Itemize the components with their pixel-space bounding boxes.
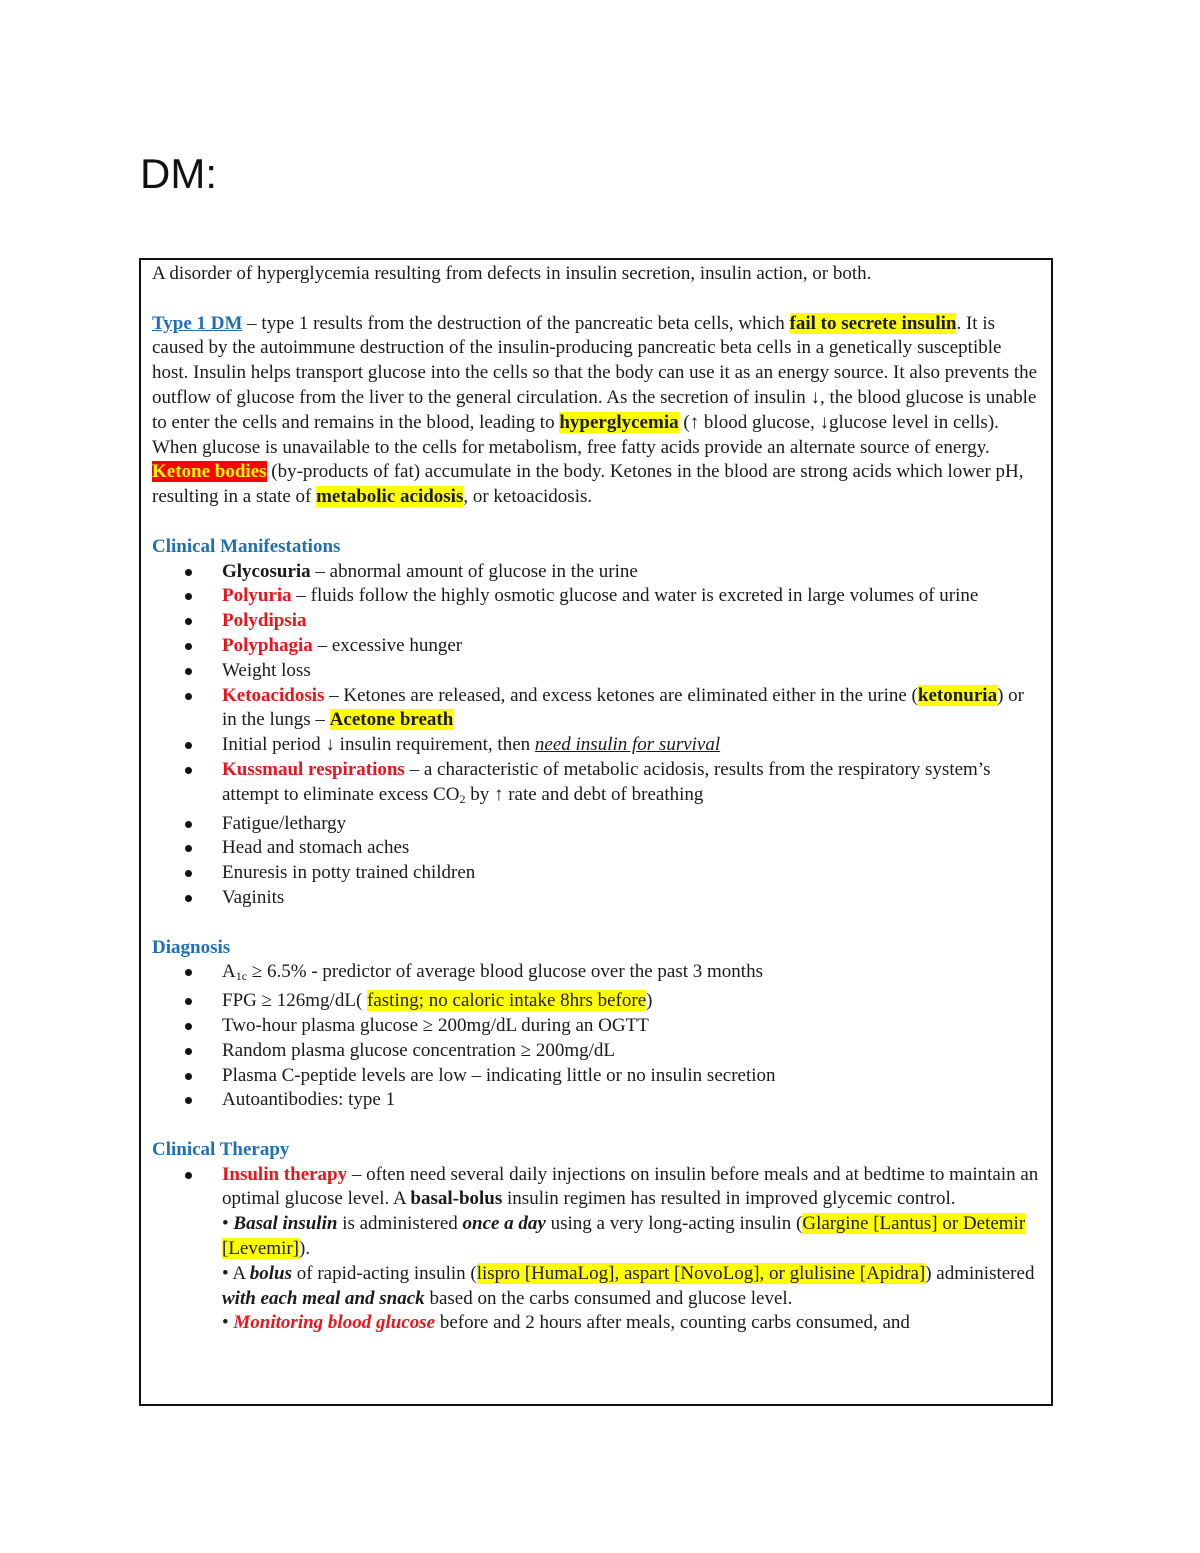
item-desc: Initial period ↓ insulin requirement, then	[222, 734, 535, 756]
content-inner	[152, 260, 1042, 1336]
item-desc: ≥ 6.5% - predictor of average blood glucose over the past 3 months	[247, 961, 763, 983]
type1-text-4: (by-products of fat) accumulate in the body. Ketones in the blood are strong acids which lower pH, resulting in a state of	[152, 461, 1024, 508]
page-title: DM:	[140, 150, 217, 197]
item-desc: – often need several daily injections on insulin before meals and at bedtime to maintain an optimal glucose level. A	[222, 1163, 1039, 1210]
type1-highlight-ketone-bodies: Ketone bodies	[152, 461, 267, 483]
highlight-glargine: Glargine [Lantus] or Detemir [Levemir]	[222, 1213, 1026, 1260]
item-desc: insulin regimen has resulted in improved glycemic control.	[502, 1188, 956, 1210]
bold-basal-bolus: basal-bolus	[410, 1188, 503, 1210]
type1-highlight-hyperglycemia: hyperglycemia	[559, 411, 679, 433]
item-desc: based on the carbs consumed and glucose level.	[424, 1287, 793, 1309]
item-desc: – excessive hunger	[312, 634, 463, 656]
list-item: Weight loss	[222, 659, 1042, 684]
emphasis-need-insulin: need insulin for survival	[534, 734, 721, 756]
bold-italic-once-a-day: once a day	[462, 1213, 546, 1235]
item-desc: ) administered	[925, 1262, 1035, 1284]
item-desc: ).	[299, 1238, 311, 1260]
item-desc: – a characteristic of metabolic acidosis, results from the respiratory system’s attempt to eliminate excess CO	[222, 758, 991, 805]
list-item	[222, 733, 1042, 758]
list-item: Random plasma glucose concentration ≥ 200mg/dL	[222, 1039, 1042, 1064]
item-desc: • A	[222, 1262, 250, 1284]
list-item: Autoantibodies: type 1	[222, 1088, 1042, 1113]
item-desc: by ↑ rate and debt of breathing	[465, 783, 704, 805]
bold-italic-basal: Basal insulin	[233, 1213, 338, 1235]
list-item: Enuresis in potty trained children	[222, 861, 1042, 886]
list-item: Plasma C-peptide levels are low – indicating little or no insulin secretion	[222, 1064, 1042, 1089]
list-item	[222, 989, 1042, 1014]
sub-bullet: •	[222, 1312, 234, 1334]
item-desc: using a very long-acting insulin (	[545, 1213, 803, 1235]
item-term: Polyuria	[222, 585, 292, 607]
sub-bullet: •	[222, 1213, 234, 1235]
type1-text-2: . It is caused by the autoimmune destruction of the insulin-producing pancreatic beta cells in a genetically susceptible host. Insulin helps transport glucose into the cells so that the body can use it as an energy source. It also prevents the outflow of glucose from the liver to the general circulation. As the secretion of insulin ↓, the blood glucose is unable to enter the cells and remains in the blood, leading to	[152, 312, 1038, 433]
item-term: Polyphagia	[222, 634, 313, 656]
list-item	[222, 758, 1042, 812]
intro-text: A disorder of hyperglycemia resulting from defects in insulin secretion, insulin action, or both.	[152, 263, 872, 284]
type1-text-1: – type 1 results from the destruction of the pancreatic beta cells, which	[242, 312, 790, 334]
list-item: Fatigue/lethargy	[222, 812, 1042, 837]
item-desc: of rapid-acting insulin (	[292, 1262, 477, 1284]
item-term: Glycosuria	[222, 560, 311, 582]
item-desc: before and 2 hours after meals, counting carbs consumed, and	[435, 1312, 910, 1334]
monitoring-line	[222, 1311, 1042, 1336]
item-desc: is administered	[337, 1213, 463, 1235]
item-desc: )	[646, 990, 653, 1012]
type1-highlight-metabolic-acidosis: metabolic acidosis	[316, 486, 464, 508]
a1c-prefix: A	[222, 961, 236, 983]
diagnosis-list	[152, 960, 1042, 1113]
subscript: 1c	[235, 969, 248, 984]
list-item	[222, 634, 1042, 659]
highlight-rapid-insulins: lispro [HumaLog], aspart [NovoLog], or glulisine [Apidra]	[476, 1262, 926, 1284]
type1-link[interactable]: Type 1 DM	[152, 312, 243, 334]
highlight-acetone-breath: Acetone breath	[329, 709, 454, 731]
subscript: 2	[459, 791, 466, 806]
item-desc: – abnormal amount of glucose in the urine	[310, 560, 638, 582]
list-item: Vaginits	[222, 886, 1042, 911]
list-item: Two-hour plasma glucose ≥ 200mg/dL during an OGTT	[222, 1014, 1042, 1039]
list-item	[222, 584, 1042, 609]
list-item	[222, 1163, 1042, 1337]
list-item	[222, 560, 1042, 585]
list-item	[222, 960, 1042, 989]
highlight-fasting: fasting; no caloric intake 8hrs before	[367, 990, 647, 1012]
item-term: Polydipsia	[222, 610, 307, 632]
type1-highlight-fail-to-secrete: fail to secrete insulin	[789, 312, 957, 334]
manifestations-heading: Clinical Manifestations	[152, 535, 341, 557]
therapy-heading: Clinical Therapy	[152, 1138, 290, 1160]
list-item	[222, 684, 1042, 734]
item-term: Kussmaul respirations	[222, 758, 405, 780]
therapy-list	[152, 1163, 1042, 1337]
highlight-ketonuria: ketonuria	[917, 684, 998, 706]
content-box	[139, 258, 1053, 1406]
basal-line	[222, 1212, 1042, 1262]
list-item	[222, 609, 1042, 634]
bolus-line	[222, 1262, 1042, 1312]
diagnosis-heading: Diagnosis	[152, 936, 231, 958]
bold-italic-bolus: bolus	[249, 1262, 293, 1284]
item-desc: – Ketones are released, and excess ketones are eliminated either in the urine (	[324, 684, 918, 706]
item-term: Ketoacidosis	[222, 684, 325, 706]
type1-text-5: , or ketoacidosis.	[463, 486, 593, 508]
red-italic-monitoring: Monitoring blood glucose	[233, 1312, 436, 1334]
type1-text-3: (↑ blood glucose, ↓glucose level in cells). When glucose is unavailable to the cells for metabolism, free fatty acids provide an alternate source of energy.	[152, 411, 999, 458]
item-desc: FPG ≥ 126mg/dL(	[222, 990, 368, 1012]
manifestations-list	[152, 560, 1042, 911]
list-item: Head and stomach aches	[222, 836, 1042, 861]
type1-paragraph	[152, 312, 1042, 510]
item-desc: – fluids follow the highly osmotic glucose and water is excreted in large volumes of urine	[291, 585, 979, 607]
item-desc: ) or in the lungs –	[222, 684, 1024, 731]
item-term: Insulin therapy	[222, 1163, 348, 1185]
bold-italic-each-meal: with each meal and snack	[222, 1287, 425, 1309]
